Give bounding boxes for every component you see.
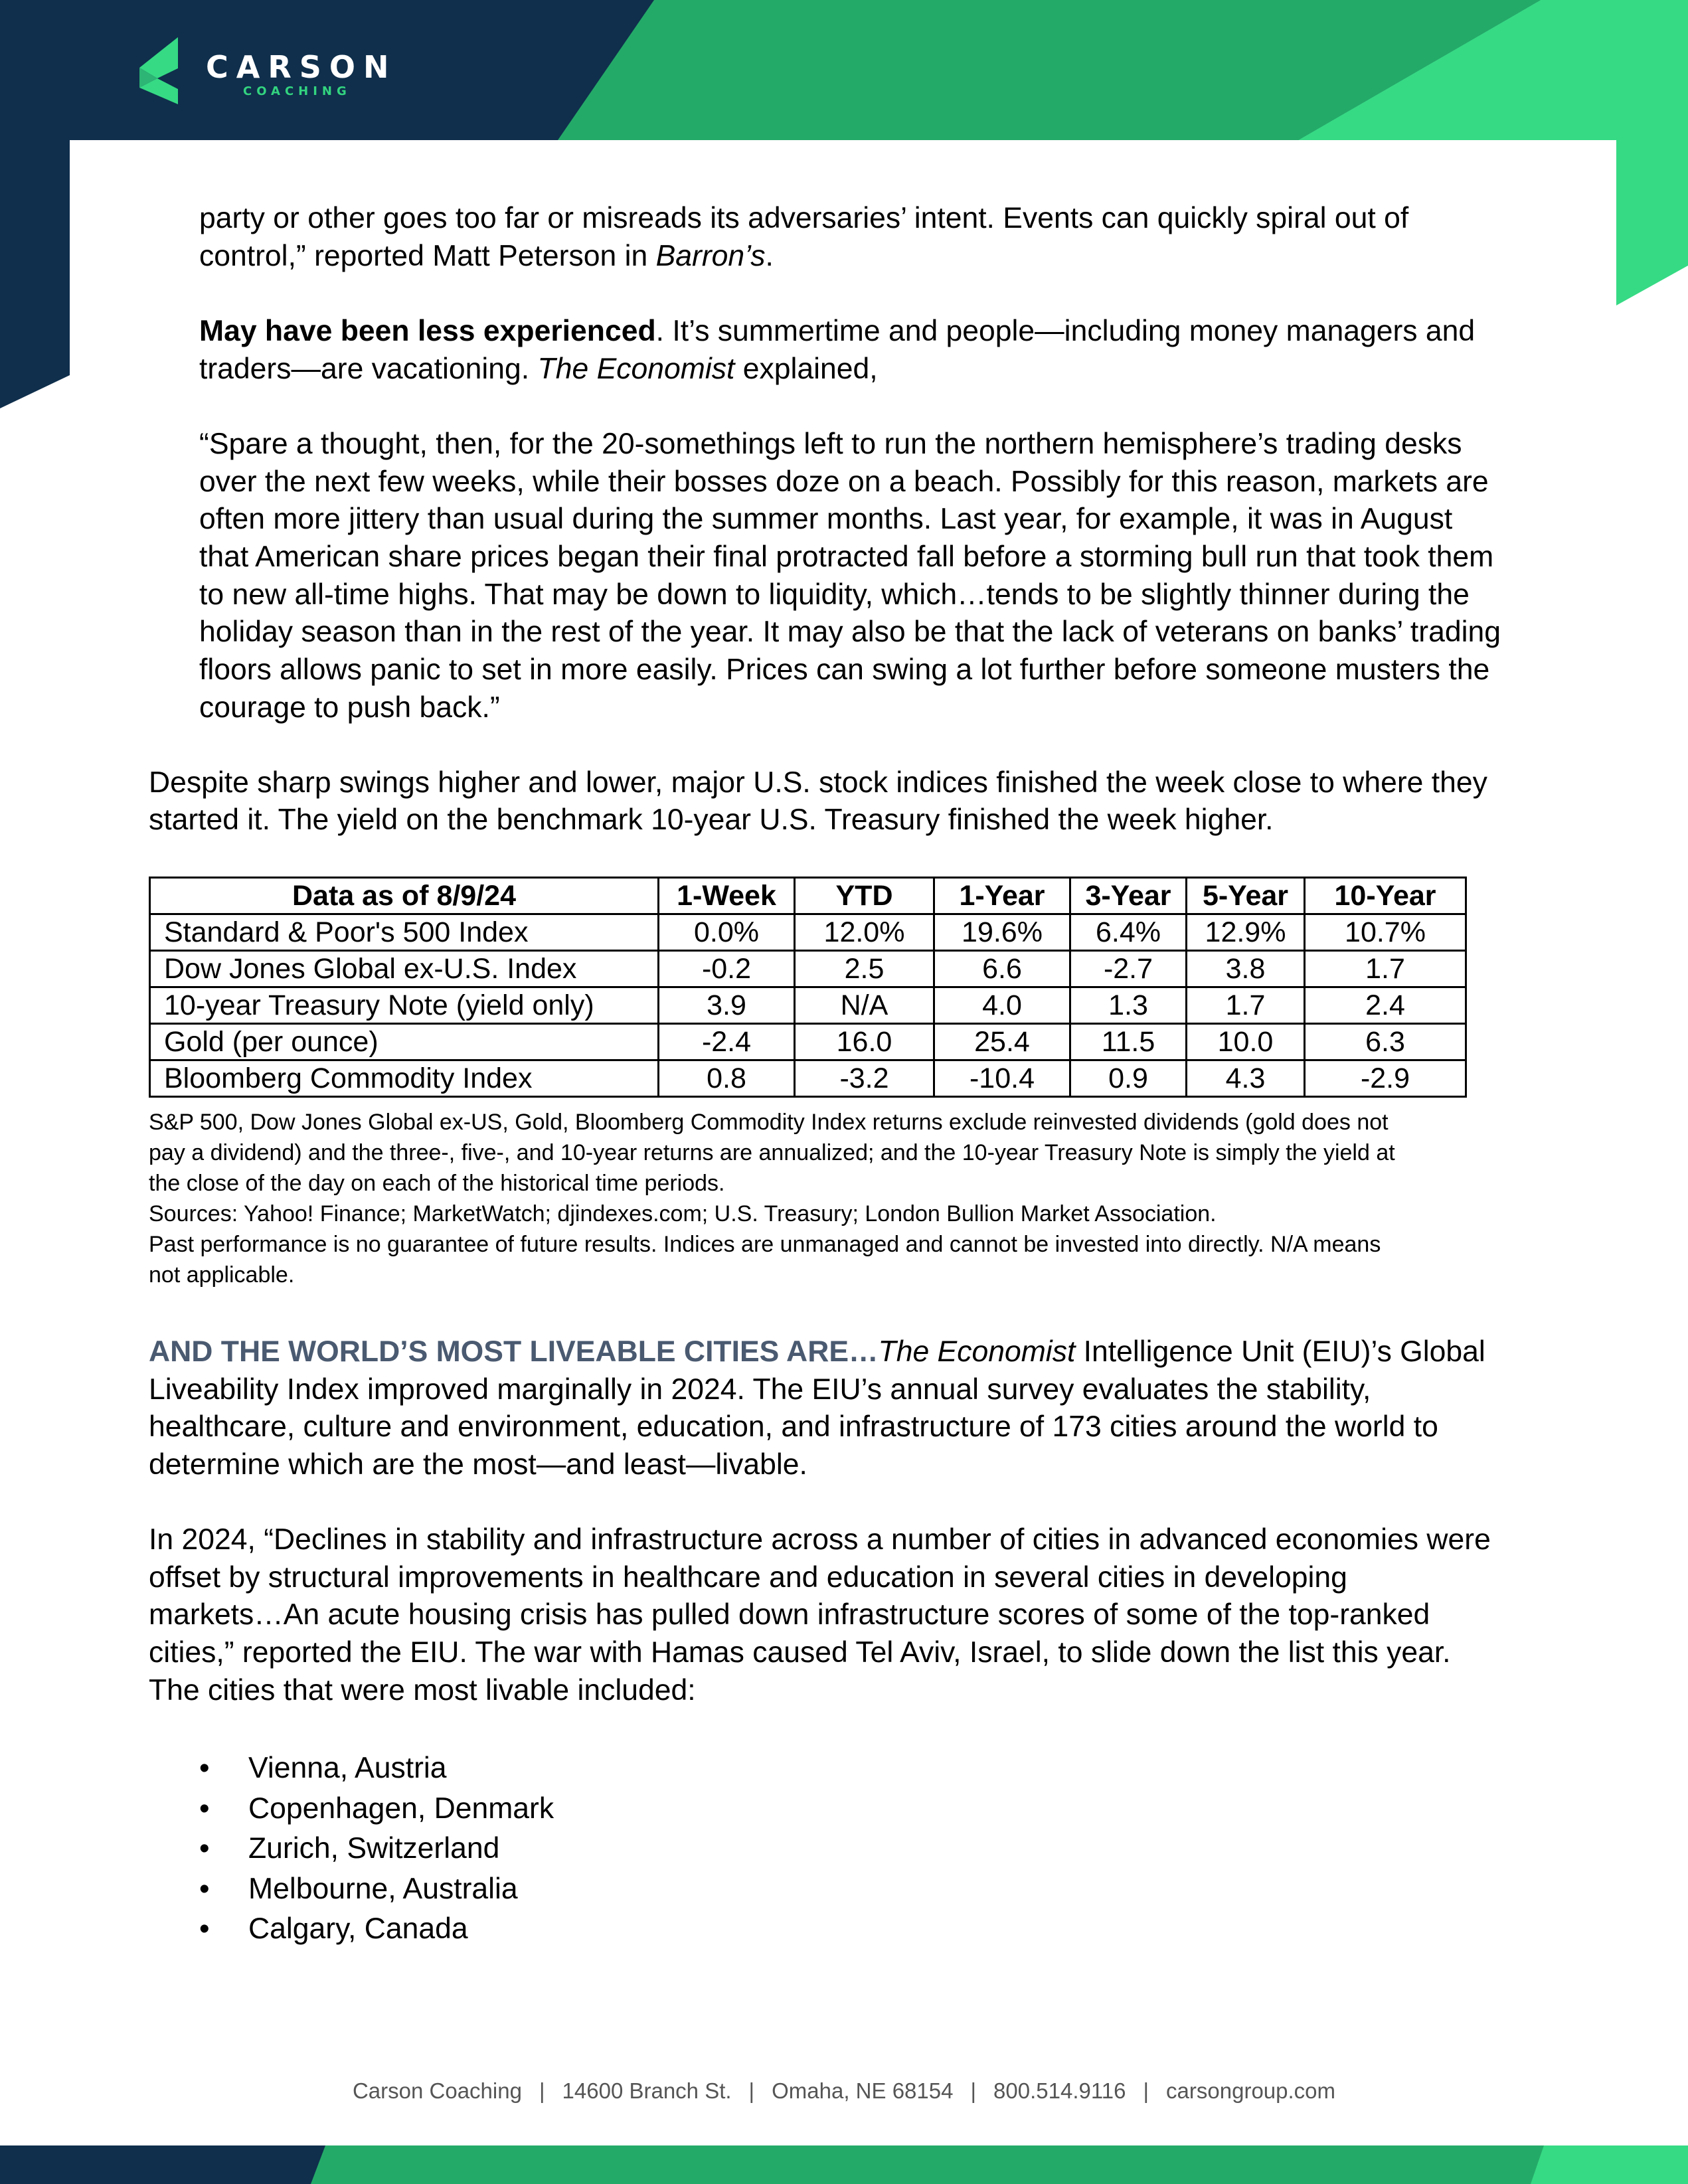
bullet-icon: • <box>199 1872 210 1905</box>
quote-line: “Spare a thought, then, for the 20-somethings left to run the northern hemisphere’s trading desks <box>199 428 1462 460</box>
left-navy-strip <box>0 140 70 408</box>
table-cell: 0.0% <box>659 914 795 951</box>
city-name: Melbourne, Australia <box>248 1872 518 1905</box>
body-line: markets…An acute housing crisis has pulled down infrastructure scores of some of the top-ranked <box>149 1598 1430 1631</box>
table-cell: 10.7% <box>1305 914 1466 951</box>
table-cell: 0.8 <box>659 1060 795 1097</box>
text-run: . <box>765 240 774 272</box>
table-cell: 2.4 <box>1305 987 1466 1024</box>
footer-city: Omaha, NE 68154 <box>772 2078 954 2103</box>
publication-name: The Economist <box>537 353 735 385</box>
body-line <box>199 313 1475 351</box>
row-label: 10-year Treasury Note (yield only) <box>150 987 659 1024</box>
table-cell: -2.9 <box>1305 1060 1466 1097</box>
body-line: offset by structural improvements in healthcare and education in several cities in developing <box>149 1561 1347 1594</box>
column-header: 3-Year <box>1070 878 1187 914</box>
body-line <box>199 238 774 276</box>
table-cell: -10.4 <box>934 1060 1070 1097</box>
quote-line: to new all-time highs. That may be down to liquidity, which…tends to be slightly thinner during the <box>199 578 1470 611</box>
body-line: started it. The yield on the benchmark 10-year U.S. Treasury finished the week higher. <box>149 803 1274 836</box>
logo-subtitle: COACHING <box>243 84 351 98</box>
table-row <box>150 987 1466 1024</box>
body-line <box>199 351 878 388</box>
footnote-line: not applicable. <box>149 1262 295 1288</box>
row-label: Dow Jones Global ex-U.S. Index <box>150 951 659 987</box>
list-item <box>199 1829 554 1869</box>
city-name: Copenhagen, Denmark <box>248 1792 554 1825</box>
footer-separator: | <box>539 2078 545 2103</box>
table-cell: 4.0 <box>934 987 1070 1024</box>
column-header: 5-Year <box>1187 878 1305 914</box>
list-item <box>199 1748 554 1789</box>
page-footer <box>0 2078 1688 2104</box>
lead-in-bold: May have been less experienced <box>199 315 656 347</box>
quote-line: courage to push back.” <box>199 691 500 724</box>
row-label: Bloomberg Commodity Index <box>150 1060 659 1097</box>
footer-website-link[interactable]: carsongroup.com <box>1166 2078 1336 2103</box>
body-line: determine which are the most—and least—livable. <box>149 1448 807 1481</box>
table-cell: -0.2 <box>659 951 795 987</box>
column-header: 1-Week <box>659 878 795 914</box>
bullet-icon: • <box>199 1912 210 1945</box>
table-cell: 6.3 <box>1305 1024 1466 1060</box>
footer-company: Carson Coaching <box>352 2078 522 2103</box>
body-line: cities,” reported the EIU. The war with Hamas caused Tel Aviv, Israel, to slide down the list this year. <box>149 1636 1451 1669</box>
market-data-table <box>149 877 1467 1098</box>
quote-line: floors allows panic to set in more easily. Prices can swing a lot further before someone musters the <box>199 653 1490 686</box>
footnote-line: Sources: Yahoo! Finance; MarketWatch; djindexes.com; U.S. Treasury; London Bullion Market Association. <box>149 1201 1217 1226</box>
footer-address: 14600 Branch St. <box>562 2078 732 2103</box>
table-header-row <box>150 878 1466 914</box>
column-header: 1-Year <box>934 878 1070 914</box>
quote-line: that American share prices began their final protracted fall before a storming bull run that took them <box>199 541 1494 573</box>
footer-separator: | <box>1143 2078 1149 2103</box>
text-run: traders—are vacationing. <box>199 353 538 385</box>
city-name: Calgary, Canada <box>248 1912 468 1945</box>
table-cell: 6.4% <box>1070 914 1187 951</box>
table-cell: 3.8 <box>1187 951 1305 987</box>
footnote-line: Past performance is no guarantee of future results. Indices are unmanaged and cannot be invested into directly. N/A means <box>149 1232 1381 1257</box>
footer-band-navy <box>0 2145 325 2184</box>
logo-wordmark: CARSON <box>206 49 397 85</box>
table-cell: -2.7 <box>1070 951 1187 987</box>
city-name: Zurich, Switzerland <box>248 1832 500 1865</box>
table-cell: 10.0 <box>1187 1024 1305 1060</box>
publication-name: The Economist <box>878 1335 1076 1368</box>
footnote-line: the close of the day on each of the historical time periods. <box>149 1171 725 1196</box>
quote-line: often more jittery than usual during the summer months. Last year, for example, it was in August <box>199 503 1453 535</box>
footer-separator: | <box>748 2078 755 2103</box>
table-row <box>150 1060 1466 1097</box>
table-cell: 11.5 <box>1070 1024 1187 1060</box>
quote-line: holiday season than in the rest of the year. It may also be that the lack of veterans on banks’ trading <box>199 616 1501 648</box>
table-cell: -3.2 <box>795 1060 934 1097</box>
table-cell: 12.9% <box>1187 914 1305 951</box>
body-line: In 2024, “Declines in stability and infrastructure across a number of cities in advanced economies were <box>149 1523 1491 1556</box>
row-label: Gold (per ounce) <box>150 1024 659 1060</box>
text-run: explained, <box>734 353 878 385</box>
column-header: YTD <box>795 878 934 914</box>
table-cell: 16.0 <box>795 1024 934 1060</box>
body-line: The cities that were most livable included: <box>149 1674 696 1707</box>
table-row <box>150 914 1466 951</box>
bullet-icon: • <box>199 1792 210 1825</box>
column-header: Data as of 8/9/24 <box>150 878 659 914</box>
table-cell: 19.6% <box>934 914 1070 951</box>
footer-separator: | <box>970 2078 977 2103</box>
table-cell: 6.6 <box>934 951 1070 987</box>
list-item <box>199 1909 554 1950</box>
column-header: 10-Year <box>1305 878 1466 914</box>
text-run: . It’s summertime and people—including money managers and <box>655 315 1476 347</box>
list-item <box>199 1789 554 1829</box>
table-row <box>150 951 1466 987</box>
footer-band-bright-green <box>1531 2145 1688 2184</box>
cities-list <box>199 1748 554 1950</box>
body-line: Liveability Index improved marginally in 2024. The EIU’s annual survey evaluates the stability, <box>149 1373 1371 1406</box>
footnote-line: pay a dividend) and the three-, five-, and 10-year returns are annualized; and the 10-year Treasury Note is simply the yield at <box>149 1140 1395 1165</box>
table-cell: 1.7 <box>1187 987 1305 1024</box>
body-line: party or other goes too far or misreads its adversaries’ intent. Events can quickly spiral out of <box>199 202 1409 234</box>
body-line: healthcare, culture and environment, education, and infrastructure of 173 cities around the world to <box>149 1410 1438 1443</box>
table-cell: 1.3 <box>1070 987 1187 1024</box>
list-item <box>199 1869 554 1910</box>
text-run: control,” reported Matt Peterson in <box>199 240 656 272</box>
table-cell: 3.9 <box>659 987 795 1024</box>
body-line: Despite sharp swings higher and lower, major U.S. stock indices finished the week close to where they <box>149 766 1487 799</box>
publication-name: Barron’s <box>655 240 766 272</box>
table-cell: 4.3 <box>1187 1060 1305 1097</box>
bullet-icon: • <box>199 1752 210 1784</box>
table-cell: N/A <box>795 987 934 1024</box>
table-row <box>150 1024 1466 1060</box>
table-cell: 25.4 <box>934 1024 1070 1060</box>
right-green-strip <box>1616 140 1688 305</box>
table-cell: 1.7 <box>1305 951 1466 987</box>
table-cell: -2.4 <box>659 1024 795 1060</box>
bullet-icon: • <box>199 1832 210 1865</box>
table-cell: 12.0% <box>795 914 934 951</box>
text-run: Intelligence Unit (EIU)’s Global <box>1075 1335 1485 1368</box>
footnote-line: S&P 500, Dow Jones Global ex-US, Gold, Bloomberg Commodity Index returns exclude reinvested dividends (gold does not <box>149 1110 1389 1135</box>
row-label: Standard & Poor's 500 Index <box>150 914 659 951</box>
section-heading: AND THE WORLD’S MOST LIVEABLE CITIES ARE… <box>149 1335 879 1368</box>
footer-phone: 800.514.9116 <box>993 2078 1126 2103</box>
city-name: Vienna, Austria <box>248 1752 447 1784</box>
section-heading-line <box>149 1333 1485 1371</box>
quote-line: over the next few weeks, while their bosses doze on a beach. Possibly for this reason, markets are <box>199 465 1489 498</box>
table-cell: 2.5 <box>795 951 934 987</box>
table-cell: 0.9 <box>1070 1060 1187 1097</box>
